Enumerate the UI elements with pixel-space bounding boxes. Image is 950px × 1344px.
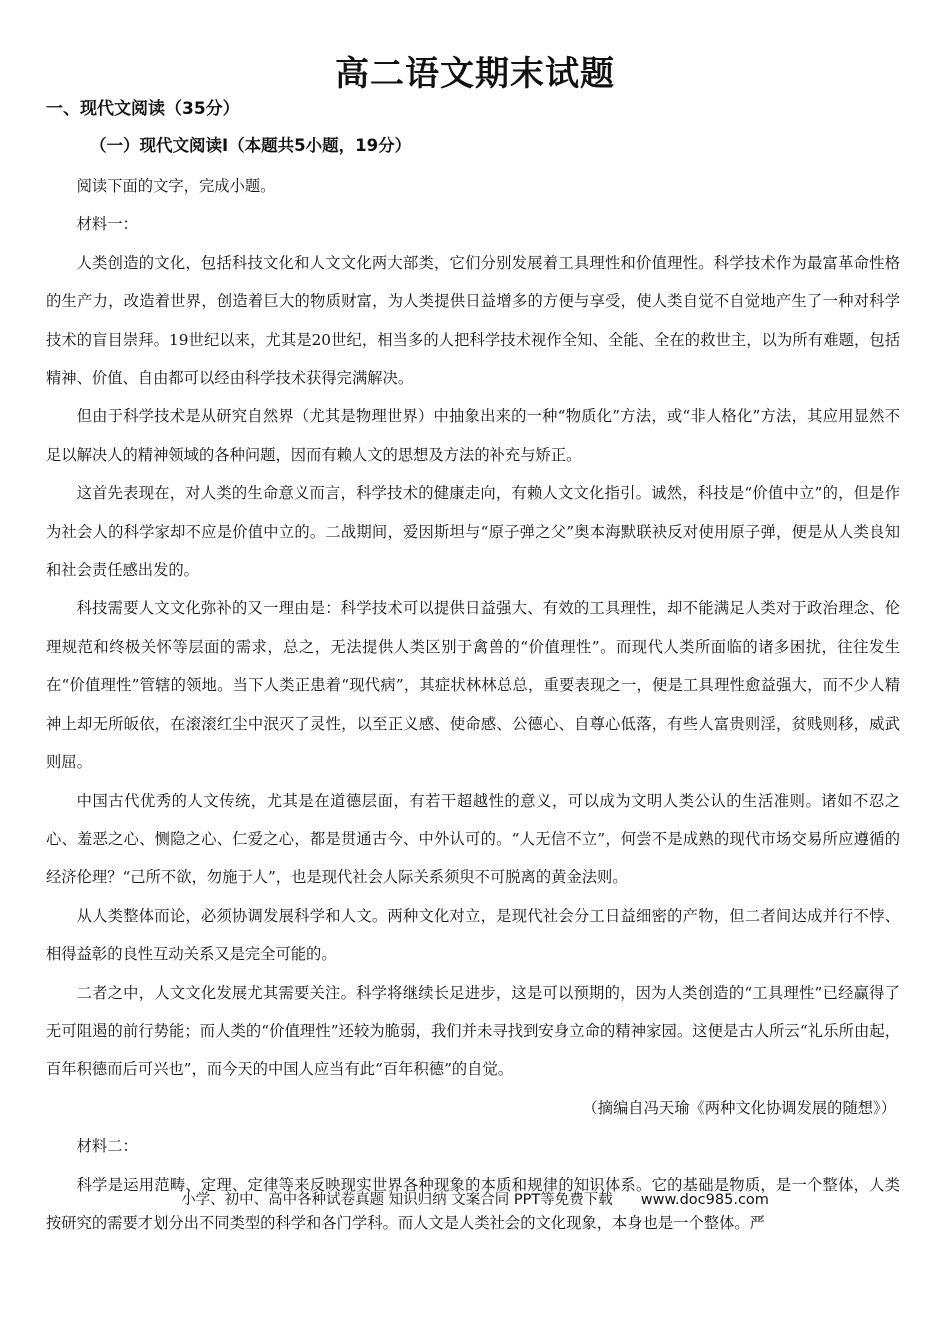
article-body: [46, 167, 900, 1242]
instruction-text: 阅读下面的文字，完成小题。: [76, 177, 276, 195]
page-title: 高二语文期末试题: [335, 54, 615, 94]
paragraph: 中国古代优秀的人文传统，尤其是在道德层面，有若干超越性的意义，可以成为文明人类公认的生活准则。诸如不忍之心、羞恶之心、恻隐之心、仁爱之心，都是贯通古今、中外认可的。“人无信不立”，何尝不是成熟的现代市场交易所应遵循的经济伦理？“己所不欲，勿施于人”，也是现代社会人际关系须臾不可脱离的黄金法则。: [46, 791, 900, 887]
paragraph: 科学是运用范畴、定理、定律等来反映现实世界各种现象的本质和规律的知识体系。它的基础是物质，是一个整体，人类按研究的需要才划分出不同类型的科学和各门学科。而人文是人类社会的文化现象，本身也是一个整体。严: [46, 1175, 900, 1232]
paragraph: 但由于科学技术是从研究自然界（尤其是物理世界）中抽象出来的一种“物质化”方法，或“非人格化”方法，其应用显然不足以解决人的精神领域的各种问题，因而有赖人文的思想及方法的补充与矫正。: [46, 407, 900, 464]
subsection-heading: （一）现代文阅读Ⅰ（本题共5小题，19分）: [90, 136, 412, 155]
paragraph: 人类创造的文化，包括科技文化和人文文化两大部类，它们分别发展着工具理性和价值理性。科学技术作为最富革命性格的生产力，改造着世界，创造着巨大的物质财富，为人类提供日益增多的方便与享受，使人类自觉不自觉地产生了一种对科学技术的盲目崇拜。19世纪以来，尤其是20世纪，相当多的人把科学技术视作全知、全能、全在的救世主，以为所有难题，包括精神、价值、自由都可以经由科学技术获得完满解决。: [46, 253, 900, 388]
paragraph: 从人类整体而论，必须协调发展科学和人文。两种文化对立，是现代社会分工日益细密的产物，但二者间达成并行不悖、相得益彰的良性互动关系又是完全可能的。: [46, 906, 900, 964]
paragraph: 科技需要人文文化弥补的又一理由是：科学技术可以提供日益强大、有效的工具理性，却不能满足人类对于政治理念、伦理规范和终极关怀等层面的需求，总之，无法提供人类区别于禽兽的“价值理性”。而现代人类所面临的诸多困扰，往往发生在“价值理性”管辖的领地。当下人类正患着“现代病”，其症状林林总总，重要表现之一，便是工具理性愈益强大，而不少人精神上却无所皈依，在滚滚红尘中泯灭了灵性，以至正义感、使命感、公德心、自尊心低落，有些人富贵则淫，贫贱则移，威武则屈。: [46, 599, 900, 772]
paragraph: 这首先表现在，对人类的生命意义而言，科学技术的健康走向，有赖人文文化指引。诚然，科技是“价值中立”的，但是作为社会人的科学家却不应是价值中立的。二战期间，爱因斯坦与“原子弹之父”奥本海默联袂反对使用原子弹，便是从人类良知和社会责任感出发的。: [46, 484, 900, 580]
page-footer: [0, 1188, 950, 1212]
material-1-label: 材料一：: [76, 215, 138, 234]
footer-text: 小学、初中、高中各种试卷真题 知识归纳 文案合同 PPT等免费下载: [181, 1192, 613, 1208]
section-heading: 一、现代文阅读（35分）: [46, 99, 240, 119]
footer-site-link[interactable]: www.doc985.com: [640, 1192, 769, 1208]
source-citation: （摘编自冯天瑜《两种文化协调发展的随想》）: [582, 1098, 896, 1117]
paragraph: 二者之中，人文文化发展尤其需要关注。科学将继续长足进步，这是可以预期的，因为人类创造的“工具理性”已经赢得了无可阻遏的前行势能；而人类的“价值理性”还较为脆弱，我们并未寻找到安身立命的精神家园。这便是古人所云“礼乐所由起，百年积德而后可兴也”，而今天的中国人应当有此“百年积德”的自觉。: [46, 983, 900, 1079]
material-2-label: 材料二：: [76, 1137, 138, 1156]
